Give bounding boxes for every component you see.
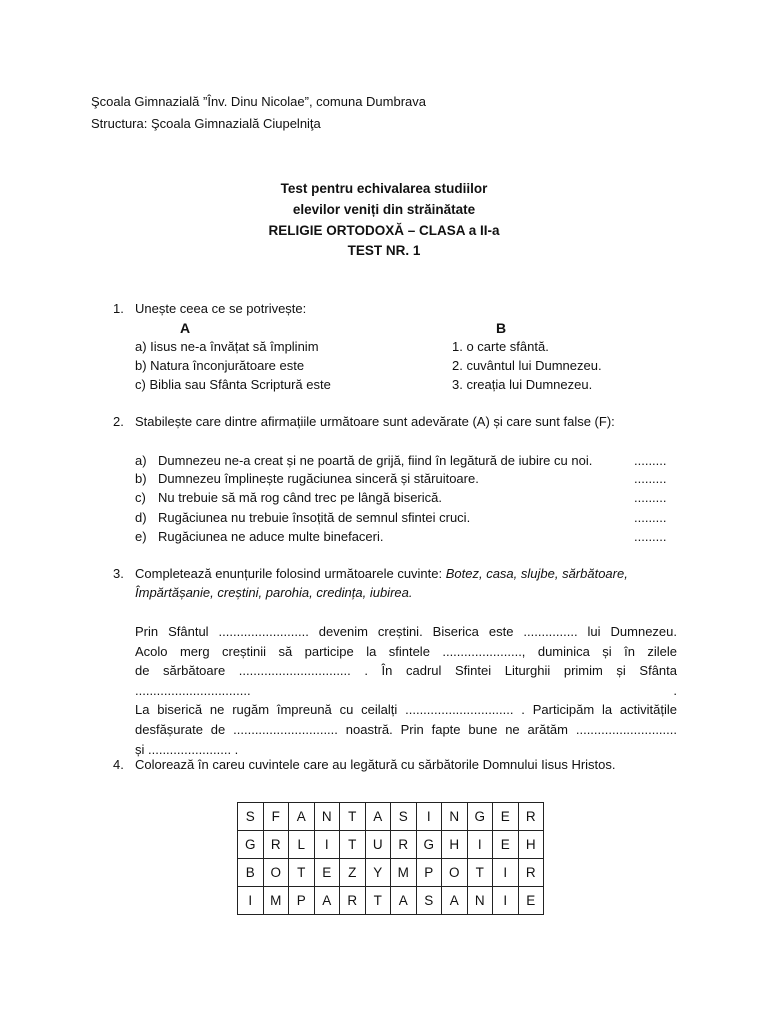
q2-item-text: Nu trebuie să mă rog când trec pe lângă biserică. — [158, 490, 442, 505]
grid-cell[interactable]: G — [467, 803, 493, 831]
grid-cell[interactable]: E — [518, 887, 544, 915]
q1-a-item: a) Iisus ne-a învățat să împlinim — [135, 339, 319, 354]
grid-cell[interactable]: U — [365, 831, 391, 859]
q2-item-blank[interactable]: ......... — [634, 471, 667, 486]
grid-cell[interactable]: A — [442, 887, 468, 915]
q1-b-item: 3. creația lui Dumnezeu. — [452, 377, 593, 392]
grid-cell[interactable]: G — [416, 831, 442, 859]
q2-item-text: Rugăciunea nu trebuie însoțită de semnul sfintei cruci. — [158, 510, 471, 525]
grid-cell[interactable]: A — [391, 887, 417, 915]
grid-cell[interactable]: T — [467, 859, 493, 887]
grid-cell[interactable]: S — [238, 803, 264, 831]
grid-cell[interactable]: S — [416, 887, 442, 915]
q3-prompt — [135, 566, 628, 581]
q2-item-blank[interactable]: ......... — [634, 510, 667, 525]
grid-cell[interactable]: R — [518, 859, 544, 887]
q1-number: 1. — [113, 301, 124, 316]
word-search-grid — [237, 802, 544, 915]
grid-cell[interactable]: R — [391, 831, 417, 859]
q2-item-letter: b) — [135, 471, 147, 486]
q2-item-text: Rugăciunea ne aduce multe binefaceri. — [158, 529, 384, 544]
grid-cell[interactable]: R — [518, 803, 544, 831]
title-line-4: TEST NR. 1 — [347, 243, 421, 258]
grid-cell[interactable]: R — [340, 887, 366, 915]
q3-paragraph — [135, 622, 677, 759]
title-line-3: RELIGIE ORTODOXĂ – CLASA a II-a — [268, 223, 500, 238]
q3-paragraph-line: Prin Sfântul ......................... devenim creștini. Biserica este ............... lui Dumnezeu. — [135, 624, 677, 639]
grid-cell[interactable]: P — [416, 859, 442, 887]
grid-cell[interactable]: H — [518, 831, 544, 859]
grid-cell[interactable]: L — [289, 831, 315, 859]
q2-prompt: Stabilește care dintre afirmațiile următoare sunt adevărate (A) și care sunt false (F): — [135, 414, 615, 429]
q1-b-item: 2. cuvântul lui Dumnezeu. — [452, 358, 602, 373]
grid-cell[interactable]: E — [493, 803, 519, 831]
grid-cell[interactable]: I — [493, 887, 519, 915]
grid-cell[interactable]: H — [442, 831, 468, 859]
school-structure: Structura: Şcoala Gimnazială Ciupelniţa — [91, 116, 321, 131]
q3-paragraph-line: și ....................... . — [135, 741, 239, 757]
q3-paragraph-line: Acolo merg creștinii să participe la sfintele ......................, duminica și în zilele — [135, 643, 677, 659]
q1-a-item: c) Biblia sau Sfânta Scriptură este — [135, 377, 331, 392]
grid-cell[interactable]: I — [493, 859, 519, 887]
title-line-1: Test pentru echivalarea studiilor — [280, 181, 488, 196]
grid-cell[interactable]: I — [314, 831, 340, 859]
q2-item-letter: c) — [135, 490, 146, 505]
q2-item-letter: e) — [135, 529, 147, 544]
q1-column-a-heading: A — [180, 320, 191, 336]
grid-cell[interactable]: O — [263, 859, 289, 887]
grid-row — [238, 803, 544, 831]
q2-item-blank[interactable]: ......... — [634, 490, 667, 505]
q4-number: 4. — [113, 757, 124, 772]
q2-item-text: Dumnezeu ne-a creat și ne poartă de grijă, fiind în legătură de iubire cu noi. — [158, 453, 593, 468]
q1-a-item: b) Natura înconjurătoare este — [135, 358, 305, 373]
grid-cell[interactable]: E — [493, 831, 519, 859]
grid-cell[interactable]: A — [365, 803, 391, 831]
grid-cell[interactable]: R — [263, 831, 289, 859]
grid-cell[interactable]: B — [238, 859, 264, 887]
grid-row — [238, 859, 544, 887]
grid-cell[interactable]: G — [238, 831, 264, 859]
grid-cell[interactable]: I — [238, 887, 264, 915]
grid-cell[interactable]: N — [442, 803, 468, 831]
grid-cell[interactable]: I — [467, 831, 493, 859]
q2-item-blank[interactable]: ......... — [634, 529, 667, 544]
grid-row — [238, 831, 544, 859]
grid-cell[interactable]: F — [263, 803, 289, 831]
q2-item-text: Dumnezeu împlinește rugăciunea sinceră și stăruitoare. — [158, 471, 479, 486]
grid-cell[interactable]: N — [314, 803, 340, 831]
grid-cell[interactable]: Z — [340, 859, 366, 887]
q1-b-item: 1. o carte sfântă. — [452, 339, 549, 354]
q3-word-list-1: Botez, casa, slujbe, sărbătoare, — [445, 566, 628, 581]
grid-cell[interactable]: T — [289, 859, 315, 887]
grid-cell[interactable]: S — [391, 803, 417, 831]
grid-cell[interactable]: M — [391, 859, 417, 887]
grid-cell[interactable]: T — [340, 831, 366, 859]
grid-cell[interactable]: P — [289, 887, 315, 915]
grid-cell[interactable]: O — [442, 859, 468, 887]
grid-cell[interactable]: M — [263, 887, 289, 915]
q4-prompt: Colorează în careu cuvintele care au legătură cu sărbătorile Domnului Iisus Hristos. — [135, 757, 616, 772]
grid-cell[interactable]: E — [314, 859, 340, 887]
grid-cell[interactable]: I — [416, 803, 442, 831]
q3-word-list-2: Împărtășanie, creștini, parohia, credința, iubirea. — [135, 585, 413, 600]
q2-item-letter: a) — [135, 453, 147, 468]
q2-item-blank[interactable]: ......... — [634, 453, 667, 468]
grid-cell[interactable]: T — [340, 803, 366, 831]
q2-number: 2. — [113, 414, 124, 429]
school-name: Şcoala Gimnazială ”Înv. Dinu Nicolae”, comuna Dumbrava — [91, 94, 427, 109]
grid-cell[interactable]: A — [289, 803, 315, 831]
grid-cell[interactable]: Y — [365, 859, 391, 887]
q1-prompt: Unește ceea ce se potrivește: — [135, 301, 307, 316]
grid-cell[interactable]: T — [365, 887, 391, 915]
q3-prompt-start: Completează enunțurile folosind următoarele cuvinte: — [135, 566, 446, 581]
q1-column-b-heading: B — [496, 320, 507, 336]
q2-item-letter: d) — [135, 510, 147, 525]
grid-cell[interactable]: A — [314, 887, 340, 915]
grid-cell[interactable]: N — [467, 887, 493, 915]
title-line-2: elevilor veniți din străinătate — [292, 202, 476, 217]
q3-number: 3. — [113, 566, 124, 581]
q3-paragraph-line: desfășurate de ............................. noastră. Prin fapte bune ne arătăm ............................ — [135, 721, 677, 737]
q3-paragraph-line: La biserică ne rugăm împreună cu ceilalți .............................. . Participăm la activitățile — [135, 702, 677, 718]
q3-paragraph-line: de sărbătoare ............................... . În cadrul Sfintei Liturghii primim și Sfânta ................................ . — [135, 663, 677, 698]
grid-row — [238, 887, 544, 915]
